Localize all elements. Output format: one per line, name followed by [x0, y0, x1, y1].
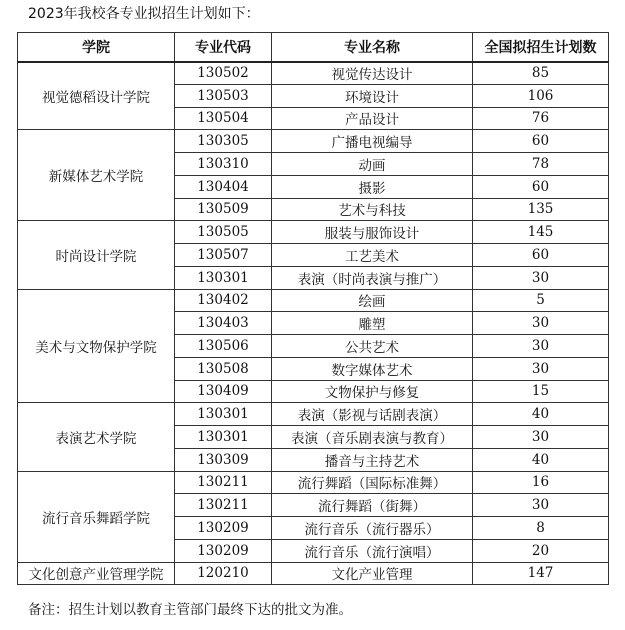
college-cell: 美术与文物保护学院	[18, 289, 175, 403]
major-name-cell: 艺术与科技	[272, 198, 473, 221]
plan-count-cell: 20	[473, 539, 609, 562]
major-name-cell: 表演（影视与话剧表演）	[272, 403, 473, 426]
major-name-cell: 流行音乐（流行器乐）	[272, 517, 473, 540]
major-code-cell: 130404	[175, 175, 272, 198]
plan-count-cell: 30	[473, 312, 609, 335]
major-name-cell: 表演（音乐剧表演与教育）	[272, 426, 473, 449]
plan-count-cell: 30	[473, 426, 609, 449]
major-name-cell: 广播电视编导	[272, 130, 473, 153]
plan-count-cell: 30	[473, 266, 609, 289]
major-name-cell: 雕塑	[272, 312, 473, 335]
college-cell: 文化创意产业管理学院	[18, 562, 175, 585]
table-body	[18, 62, 609, 585]
plan-count-cell: 60	[473, 244, 609, 267]
college-cell: 新媒体艺术学院	[18, 130, 175, 221]
major-code-cell: 130209	[175, 517, 272, 540]
major-code-cell: 130505	[175, 221, 272, 244]
major-name-cell: 表演（时尚表演与推广）	[272, 266, 473, 289]
header-plan-count: 全国拟招生计划数	[473, 33, 609, 62]
major-code-cell: 130403	[175, 312, 272, 335]
college-cell: 表演艺术学院	[18, 403, 175, 471]
major-code-cell: 130309	[175, 448, 272, 471]
major-code-cell: 130211	[175, 471, 272, 494]
plan-count-cell: 147	[473, 562, 609, 585]
table-row	[18, 62, 609, 85]
header-row	[18, 33, 609, 62]
major-name-cell: 产品设计	[272, 107, 473, 130]
major-code-cell: 130506	[175, 335, 272, 358]
table-row	[18, 562, 609, 585]
header-college: 学院	[18, 33, 175, 62]
major-code-cell: 130301	[175, 403, 272, 426]
major-name-cell: 文物保护与修复	[272, 380, 473, 403]
major-name-cell: 流行音乐（流行演唱）	[272, 539, 473, 562]
major-code-cell: 130301	[175, 426, 272, 449]
major-code-cell: 130503	[175, 84, 272, 107]
major-code-cell: 130301	[175, 266, 272, 289]
table-row	[18, 289, 609, 312]
plan-count-cell: 76	[473, 107, 609, 130]
major-name-cell: 播音与主持艺术	[272, 448, 473, 471]
plan-count-cell: 8	[473, 517, 609, 540]
major-code-cell: 130305	[175, 130, 272, 153]
major-name-cell: 工艺美术	[272, 244, 473, 267]
table-header	[18, 33, 609, 62]
plan-count-cell: 85	[473, 62, 609, 85]
enrollment-plan-table	[17, 32, 609, 585]
major-code-cell: 130211	[175, 494, 272, 517]
header-major-name: 专业名称	[272, 33, 473, 62]
intro-text: 2023年我校各专业拟招生计划如下：	[28, 6, 260, 22]
plan-count-cell: 30	[473, 494, 609, 517]
plan-count-cell: 16	[473, 471, 609, 494]
major-code-cell: 130509	[175, 198, 272, 221]
plan-count-cell: 40	[473, 403, 609, 426]
major-name-cell: 摄影	[272, 175, 473, 198]
table-row	[18, 130, 609, 153]
major-code-cell: 130502	[175, 62, 272, 85]
major-code-cell: 130310	[175, 153, 272, 176]
major-code-cell: 130409	[175, 380, 272, 403]
header-major-code: 专业代码	[175, 33, 272, 62]
major-name-cell: 公共艺术	[272, 335, 473, 358]
major-name-cell: 环境设计	[272, 84, 473, 107]
table-row	[18, 221, 609, 244]
plan-count-cell: 106	[473, 84, 609, 107]
major-code-cell: 130402	[175, 289, 272, 312]
plan-count-cell: 40	[473, 448, 609, 471]
college-cell: 视觉德稻设计学院	[18, 62, 175, 130]
plan-count-cell: 30	[473, 357, 609, 380]
major-name-cell: 服装与服饰设计	[272, 221, 473, 244]
table-row	[18, 471, 609, 494]
plan-count-cell: 60	[473, 130, 609, 153]
plan-count-cell: 145	[473, 221, 609, 244]
plan-count-cell: 5	[473, 289, 609, 312]
college-cell: 流行音乐舞蹈学院	[18, 471, 175, 562]
table-row	[18, 403, 609, 426]
major-code-cell: 130508	[175, 357, 272, 380]
major-code-cell: 130209	[175, 539, 272, 562]
major-name-cell: 流行舞蹈（国际标准舞）	[272, 471, 473, 494]
major-name-cell: 数字媒体艺术	[272, 357, 473, 380]
major-name-cell: 文化产业管理	[272, 562, 473, 585]
major-code-cell: 120210	[175, 562, 272, 585]
plan-count-cell: 15	[473, 380, 609, 403]
plan-count-cell: 60	[473, 175, 609, 198]
major-code-cell: 130507	[175, 244, 272, 267]
college-cell: 时尚设计学院	[18, 221, 175, 289]
major-name-cell: 视觉传达设计	[272, 62, 473, 85]
plan-count-cell: 78	[473, 153, 609, 176]
major-code-cell: 130504	[175, 107, 272, 130]
footnote: 备注：招生计划以教育主管部门最终下达的批文为准。	[28, 602, 352, 618]
major-name-cell: 绘画	[272, 289, 473, 312]
major-name-cell: 流行舞蹈（街舞）	[272, 494, 473, 517]
plan-count-cell: 135	[473, 198, 609, 221]
plan-count-cell: 30	[473, 335, 609, 358]
major-name-cell: 动画	[272, 153, 473, 176]
